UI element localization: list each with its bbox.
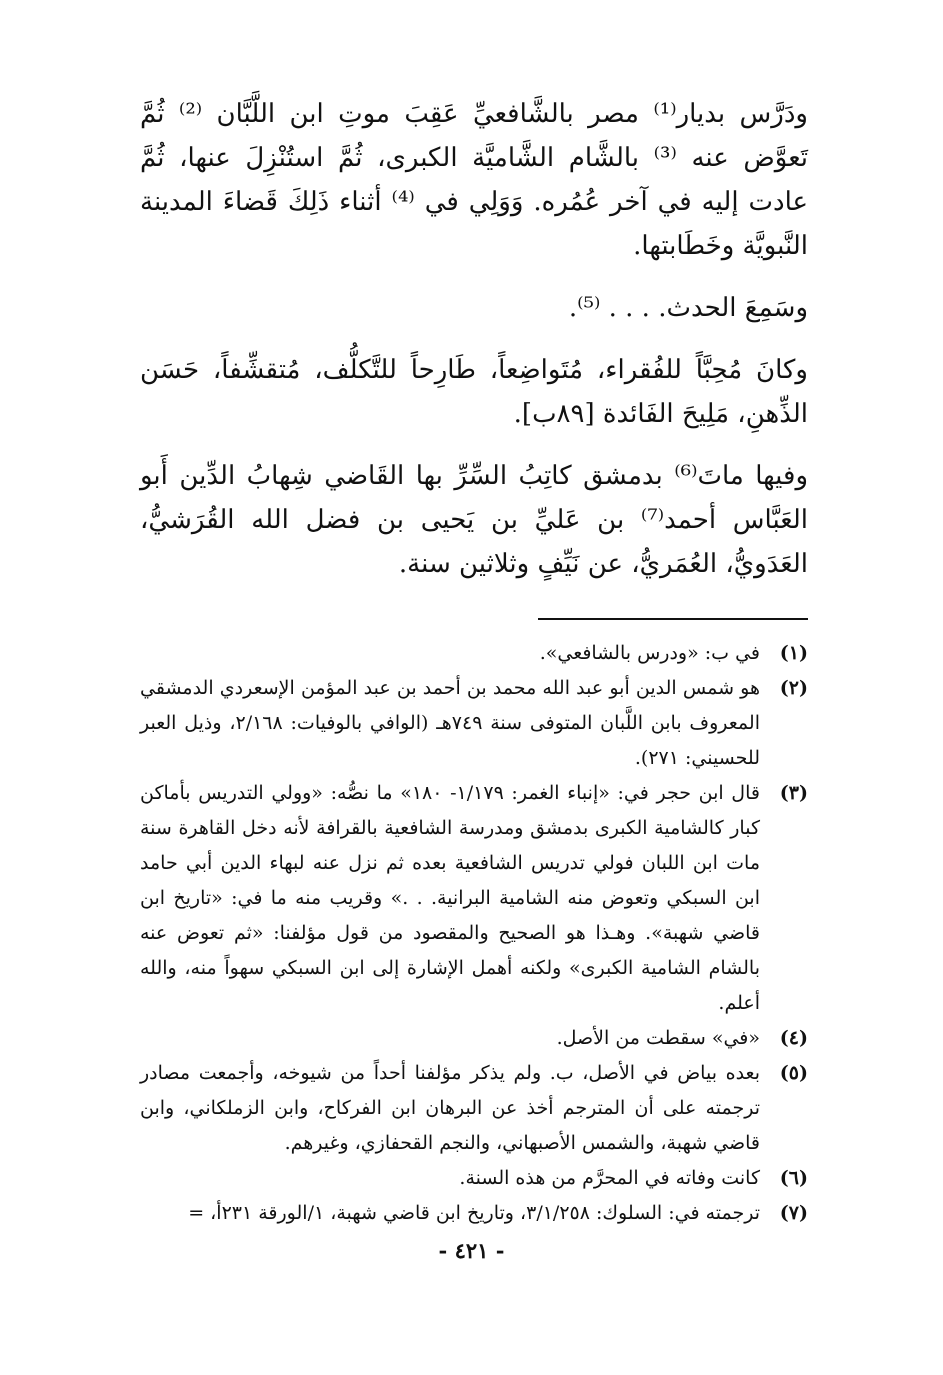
page-text <box>140 92 808 1231</box>
footnote-text: بعده بياض في الأصل، ب. ولم يذكر مؤلفنا أحداً من شيوخه، وأجمعت مصادر ترجمته على أن المترجم أخذ عن البرهان ابن الفركاح، وابن الزملكاني، وابن قاضي شهبة، والشمس الأصبهاني، والنجم القحفازي، وغيرهم. <box>140 1062 760 1154</box>
footnotes <box>140 636 808 1231</box>
footnote-text: ترجمته في: السلوك: ٣/١/٢٥٨، وتاريخ ابن قاضي شهبة، ١/الورقة ٢٣١أ، = <box>188 1202 760 1224</box>
footnote-separator <box>538 618 808 620</box>
page-number: - ٤٢١ - <box>438 1238 505 1263</box>
footnote-number: (٢) <box>779 677 808 699</box>
footnote-2 <box>140 671 808 776</box>
footnote-7 <box>140 1196 808 1231</box>
footnote-text: في ب: «ودرس بالشافعي». <box>539 642 760 664</box>
paragraph-4: وفيها ماتَ⁽⁶⁾ بدمشق كاتِبُ السِّرِّ بها القَاضي شِهابُ الدِّين أَبو العَبَّاس أحمد⁽⁷⁾ بن عَليِّ بن يَحيى بن فضل الله القُرَشيُّ، العَدَويُّ، العُمَريُّ، عن نَيِّفٍ وثلاثين سنة. <box>140 461 809 579</box>
main-text <box>140 92 808 586</box>
footnote-text: هو شمس الدين أبو عبد الله محمد بن أحمد بن عبد المؤمن الإسعردي الدمشقي المعروف بابن اللَّبان المتوفى سنة ٧٤٩هـ (الوافي بالوفيات: ٢/١٦٨، وذيل العبر للحسيني: ٢٧١). <box>140 677 760 769</box>
footnote-5 <box>140 1056 808 1161</box>
footnote-text: كانت وفاته في المحرَّم من هذه السنة. <box>459 1167 760 1189</box>
footnote-number: (٥) <box>779 1062 808 1084</box>
footnote-text: «في» سقطت من الأصل. <box>556 1027 760 1049</box>
footnote-6 <box>140 1161 808 1196</box>
footnote-number: (٦) <box>779 1167 808 1189</box>
paragraph-1: ودَرَّس بديار⁽¹⁾ مصر بالشَّافعيِّ عَقِبَ موتِ ابن اللَّبَّان ⁽²⁾ ثُمَّ تَعوَّض عنه ⁽³⁾ بالشَّام الشَّاميَّة الكبرى، ثُمَّ استُنْزِلَ عنها، ثُمَّ عادت إليه في آخر عُمُره. وَوَلِي في ⁽⁴⁾ أثناء ذَلِكَ قَضاءَ المدينة النَّبويَّة وخَطَابتها. <box>140 99 808 261</box>
paragraph-2: وسَمِعَ الحدث. . . . ⁽⁵⁾. <box>568 293 808 323</box>
paragraph-3: وكانَ مُحِبَّاً للفُقراء، مُتَواضِعاً، طَارِحاً للتَّكلُّف، مُتقشِّفاً، حَسَن الذِّهنِ، مَلِيحَ الفَائدة [٨٩ب]. <box>140 355 808 429</box>
footnote-number: (١) <box>779 642 808 664</box>
footnote-text: قال ابن حجر في: «إنباء الغمر: ١/١٧٩- ١٨٠» ما نصُّه: «وولي التدريس بأماكن كبار كالشامية الكبرى بدمشق ومدرسة الشافعية بالقرافة لأنه دخل القاهرة سنة مات ابن اللبان فولي تدريس الشافعية بعده ثم نزل عنه لبهاء الدين أبي حامد ابن السبكي وتعوض منه الشامية البرانية. . .» وقريب منه ما في: «تاريخ ابن قاضي شهبة». وهـذا هو الصحيح والمقصود من قول مؤلفنا: «ثم تعوض عنه بالشام الشامية الكبرى» ولكنه أهمل الإشارة إلى ابن السبكي سهواً منه، والله أعلم. <box>140 782 761 1014</box>
footnote-3 <box>140 776 808 1021</box>
footnote-number: (٣) <box>779 782 808 804</box>
footnote-number: (٤) <box>779 1027 808 1049</box>
footnote-1 <box>140 636 808 671</box>
footnote-4 <box>140 1021 808 1056</box>
footnote-number: (٧) <box>779 1202 808 1224</box>
